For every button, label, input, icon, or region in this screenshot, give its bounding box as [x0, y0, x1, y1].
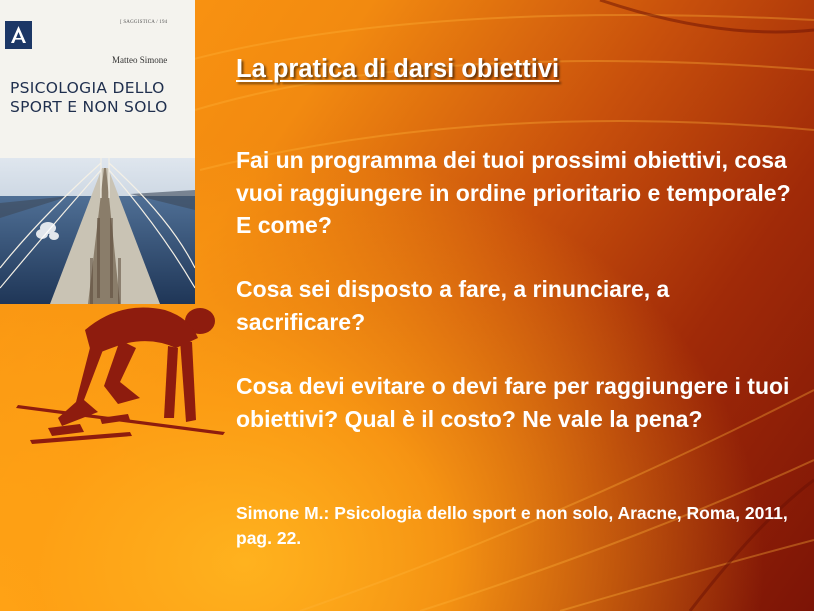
- book-title-line: SPORT E NON SOLO: [10, 98, 168, 116]
- paragraph: Cosa devi evitare o devi fare per raggiungere i tuoi obiettivi? Qual è il costo? Ne vale la pena?: [236, 373, 790, 432]
- book-series: [ SAGGISTICA / 194: [120, 20, 168, 25]
- book-title-line: PSICOLOGIA DELLO: [10, 79, 165, 97]
- paragraph: Cosa sei disposto a fare, a rinunciare, a sacrificare?: [236, 276, 670, 335]
- slide-title: La pratica di darsi obiettivi: [236, 55, 560, 83]
- paragraph: Fai un programma dei tuoi prossimi obiettivi, cosa vuoi raggiungere in ordine prioritario e temporale? E come?: [236, 147, 791, 238]
- book-author: Matteo Simone: [112, 55, 168, 65]
- reference-citation: Simone M.: Psicologia dello sport e non solo, Aracne, Roma, 2011, pag. 22.: [236, 503, 788, 548]
